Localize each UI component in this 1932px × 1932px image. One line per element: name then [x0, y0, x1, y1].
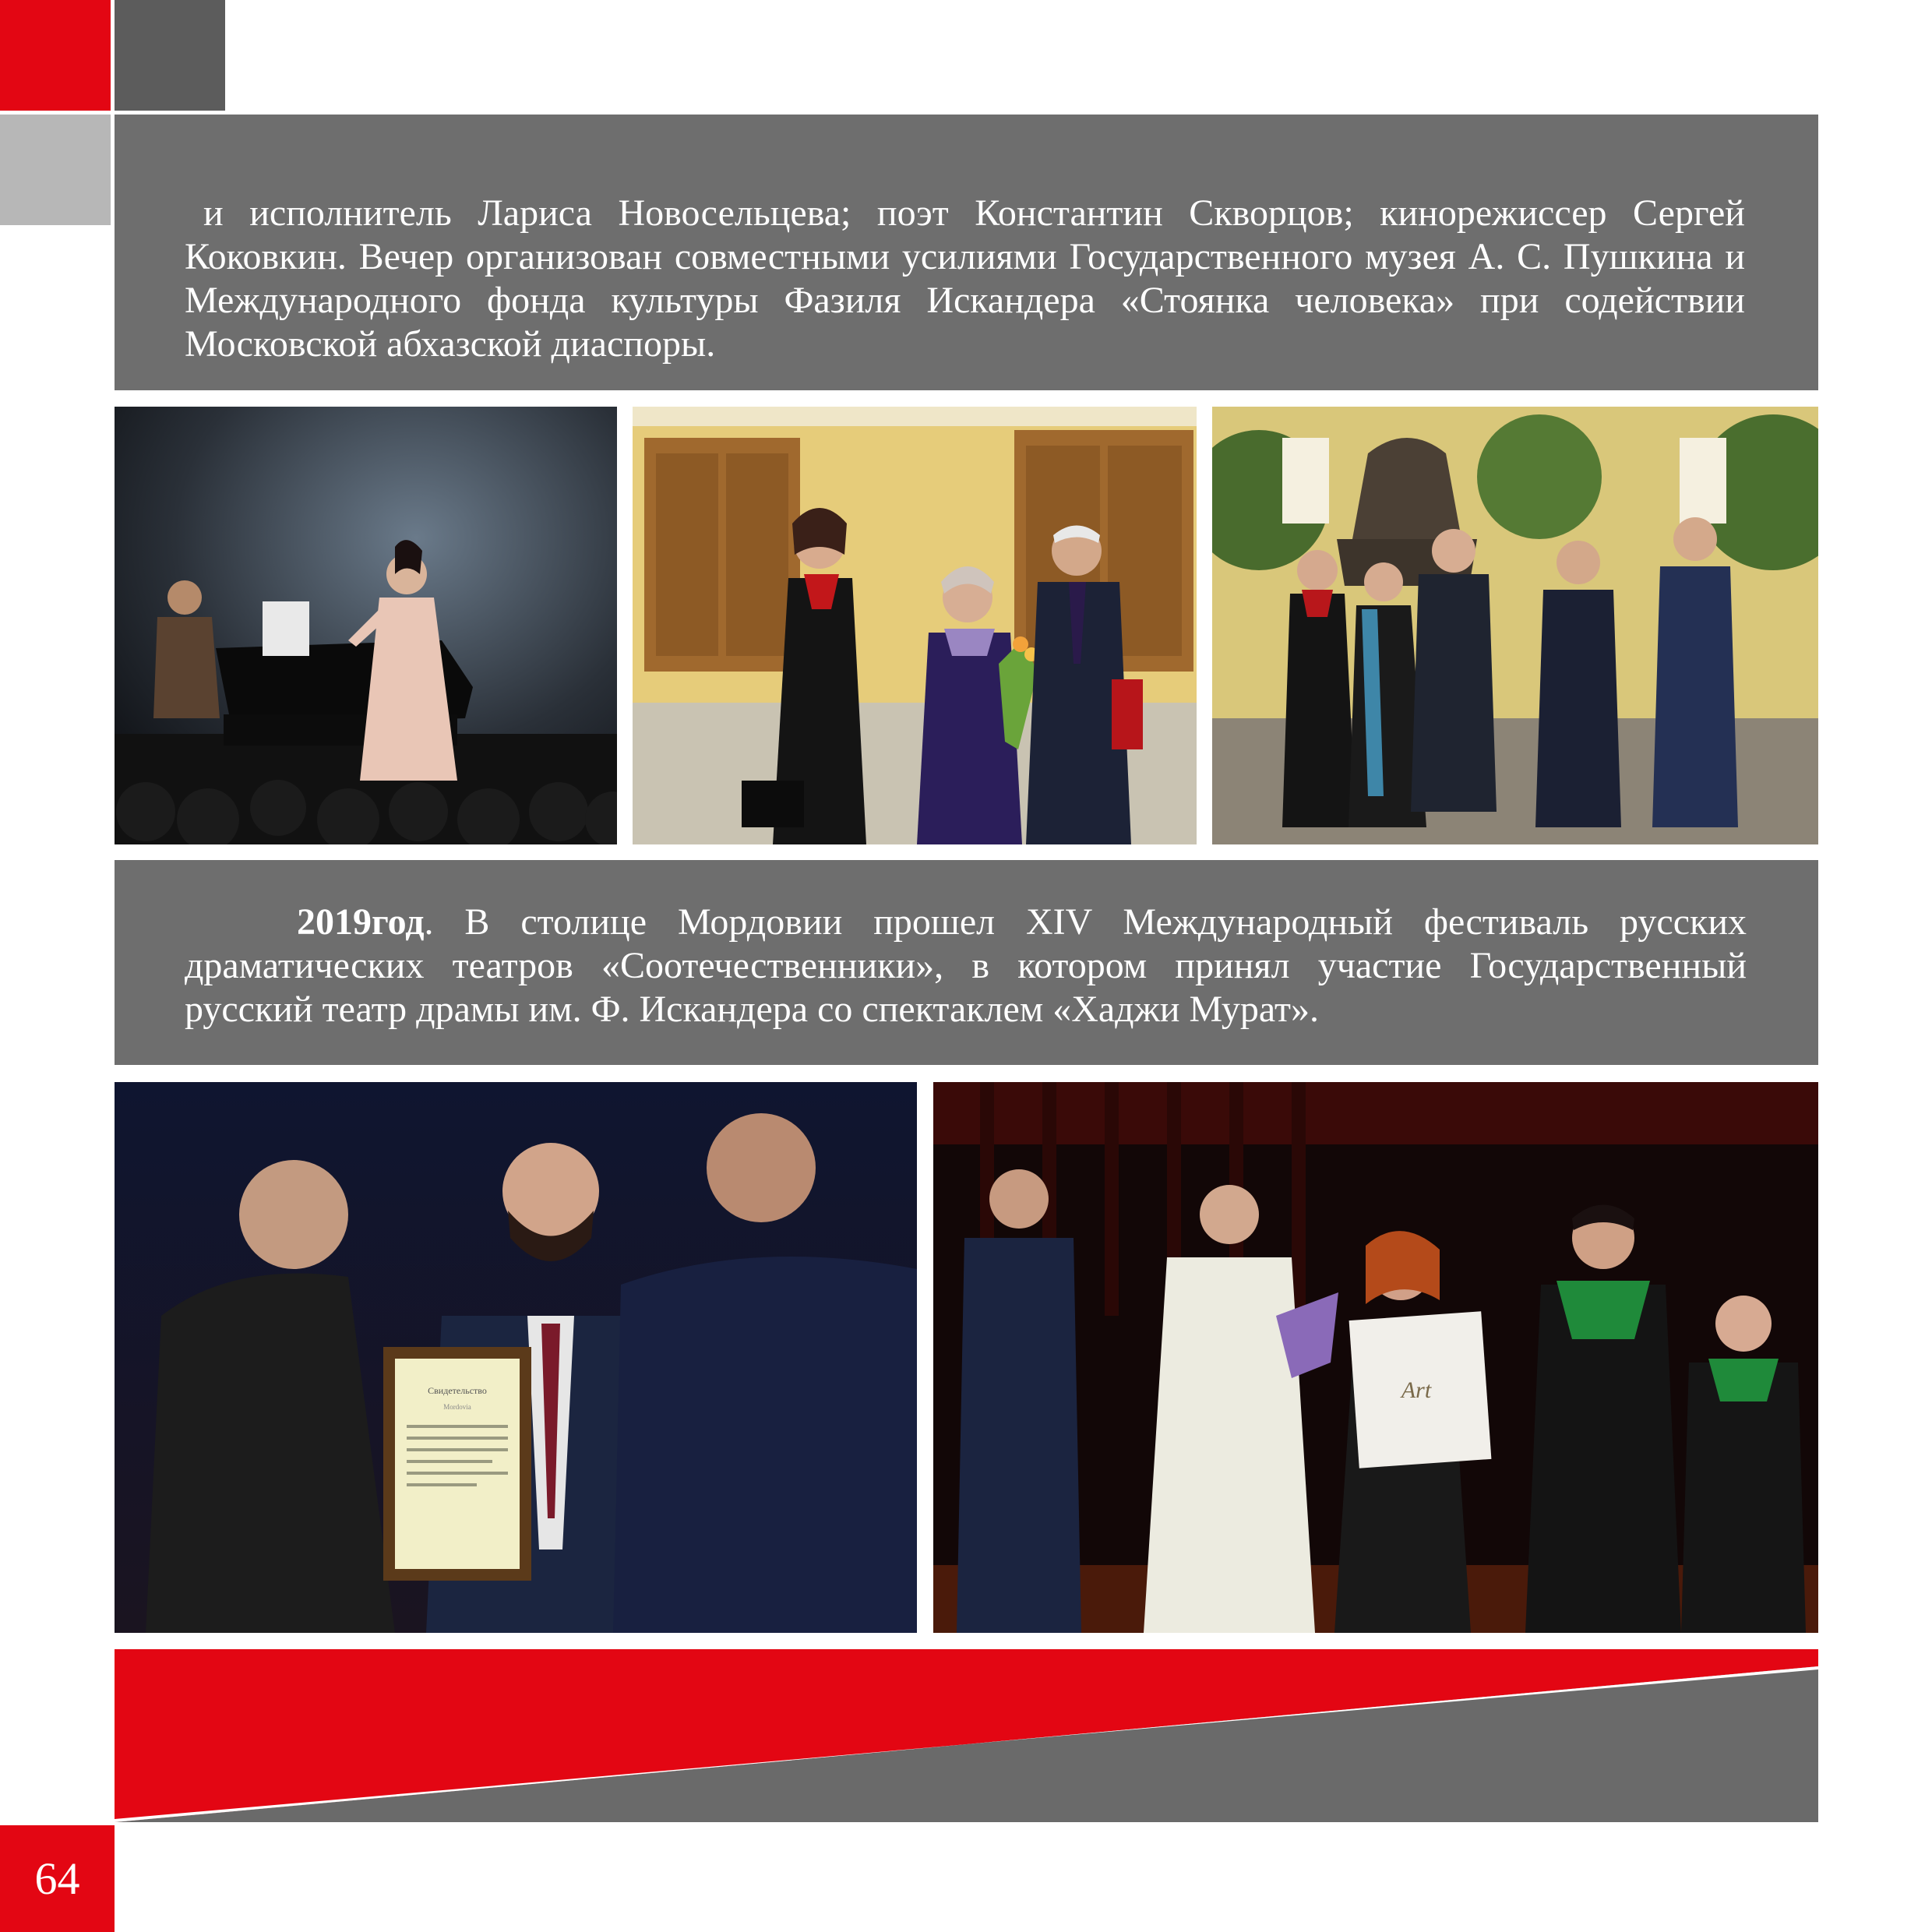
photo-stage-actors: [933, 1082, 1818, 1633]
paragraph-2-text: . В столице Мордовии прошел XIV Международный фестиваль русских драматических театров «Соотечественники», в котором принял участие Государственный русский театр драмы им. Ф. Искандера со спектаклем «Хаджи Мурат».: [185, 901, 1747, 1030]
paragraph-2-year: 2019год: [297, 901, 425, 943]
corner-lightgray-block: [0, 115, 111, 225]
photo-award-ceremony: [115, 1082, 917, 1633]
corner-red-block: [0, 0, 111, 111]
paragraph-1: [185, 192, 1745, 366]
photo-museum-trio: [633, 407, 1197, 844]
certificate-caption: Mordovia: [443, 1403, 471, 1411]
photo-concert-stage: [115, 407, 617, 844]
certificate-title: Свидетельство: [428, 1385, 487, 1396]
photo-courtyard-group: [1212, 407, 1818, 844]
paragraph-2: [185, 901, 1747, 1031]
bag-label: Art: [1401, 1377, 1432, 1403]
paragraph-1-text: и исполнитель Лариса Новосельцева; поэт Константин Скворцов; кинорежиссер Сергей Коковкин. Вечер организован совместными усилиями Государственного музея А. С. Пушкина и Международного фонда культуры Фазиля Искандера «Стоянка человека» при содействии Московской абхазской диаспоры.: [185, 192, 1745, 365]
page-number: 64: [34, 1853, 80, 1904]
corner-darkgray-block: [115, 0, 225, 111]
bottom-band: [115, 1649, 1818, 1822]
